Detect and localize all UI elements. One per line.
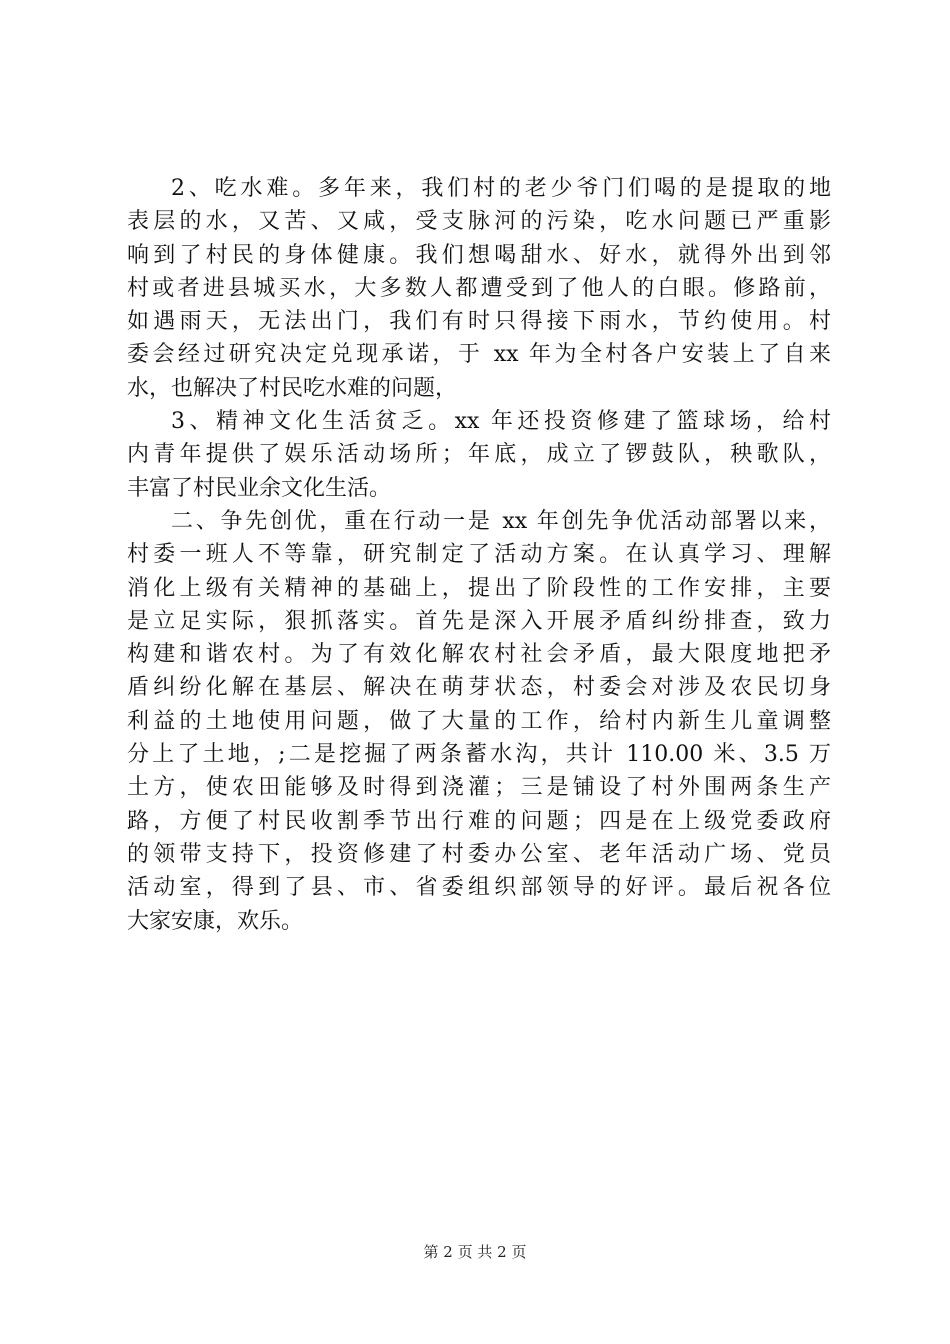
text-line: 的领带支持下，投资修建了村委办公室、老年活动广场、党员 [127,841,831,867]
text-line: 2、吃水难。多年来，我们村的老少爷门们喝的是提取的地 [171,176,831,201]
text-line: 村或者进县城买水，大多数人都遭受到了他人的白眼。修路前， [127,275,831,301]
page-footer: 第 2 页 共 2 页 [423,1243,527,1261]
text-line: 3、精神文化生活贫乏。xx 年还投资修建了篮球场，给村 [171,409,831,435]
text-line: 内青年提供了娱乐活动场所；年底，成立了锣鼓队，秧歌队， [127,442,831,468]
text-line: 二、争先创优，重在行动一是 xx 年创先争优活动部署以来， [171,508,831,534]
text-line: 水，也解决了村民吃水难的问题， [127,375,458,401]
text-line: 分上了土地，;二是挖掘了两条蓄水沟，共计 110.00 米、3.5 万 [127,742,831,768]
text-line: 村委一班人不等靠，研究制定了活动方案。在认真学习、理解 [127,542,831,568]
text-line: 路，方便了村民收割季节出行难的问题；四是在上级党委政府 [127,808,831,834]
text-line: 盾纠纷化解在基层、解决在萌芽状态，村委会对涉及农民切身 [127,675,831,701]
text-line: 大家安康，欢乐。 [127,908,304,934]
text-line: 活动室，得到了县、市、省委组织部领导的好评。最后祝各位 [127,875,831,901]
text-line: 土方，使农田能够及时得到浇灌；三是铺设了村外围两条生产 [127,775,831,801]
text-line: 丰富了村民业余文化生活。 [127,475,392,501]
text-line: 如遇雨天，无法出门，我们有时只得接下雨水，节约使用。村 [127,309,831,335]
text-line: 构建和谐农村。为了有效化解农村社会矛盾，最大限度地把矛 [127,642,831,668]
text-line: 表层的水，又苦、又咸，受支脉河的污染，吃水问题已严重影 [127,209,831,235]
text-line: 消化上级有关精神的基础上，提出了阶段性的工作安排，主要 [127,575,831,601]
document-body [127,172,831,938]
text-line: 利益的土地使用问题，做了大量的工作，给村内新生儿童调整 [127,708,831,734]
text-line: 响到了村民的身体健康。我们想喝甜水、好水，就得外出到邻 [127,242,831,268]
text-line: 委会经过研究决定兑现承诺，于 xx 年为全村各户安装上了自来 [127,342,831,368]
text-line: 是立足实际，狠抓落实。首先是深入开展矛盾纠纷排查，致力 [127,608,831,634]
